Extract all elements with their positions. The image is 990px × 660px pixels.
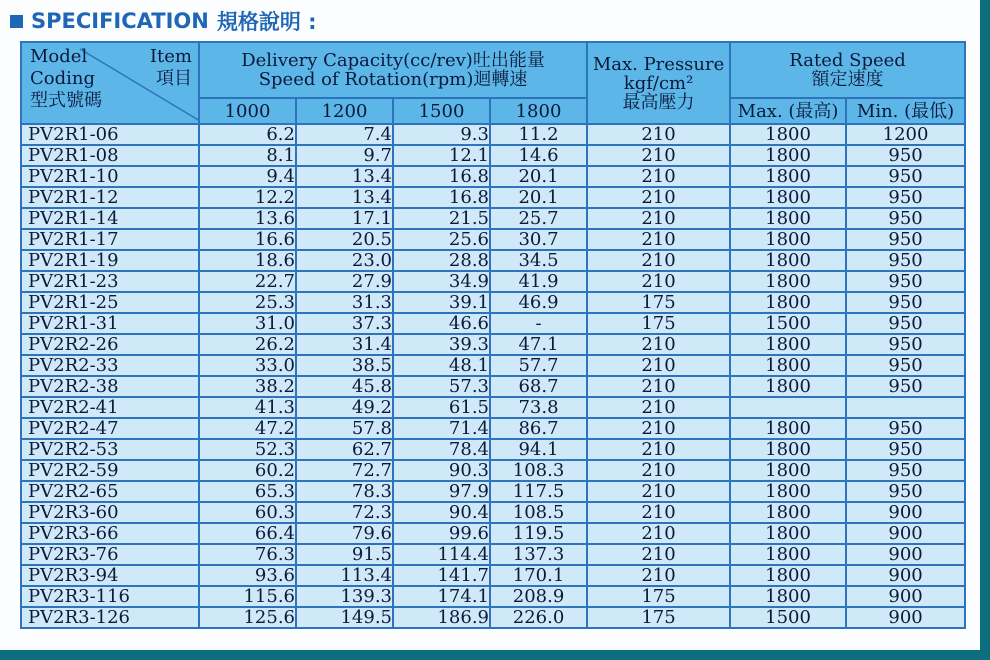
capacity-1500-cell: 174.1 [393,586,490,607]
rated-max-cell: 1800 [730,376,846,397]
rated-max-cell: 1800 [730,439,846,460]
rated-line1: Rated Speed [789,50,906,71]
capacity-1800-cell: 170.1 [490,565,587,586]
capacity-1800-cell: 20.1 [490,187,587,208]
max-pressure-cell: 210 [587,565,730,586]
rated-max-cell: 1800 [730,544,846,565]
table-row [21,229,965,250]
max-pressure-cell: 210 [587,271,730,292]
capacity-1500-cell: 46.6 [393,313,490,334]
capacity-1800-cell: 57.7 [490,355,587,376]
capacity-1200-cell: 45.8 [296,376,393,397]
rated-min-cell: 950 [846,250,965,271]
model-code-cell: PV2R2-26 [21,334,199,355]
pressure-line2: kgf/cm² [623,72,694,94]
capacity-1200-cell: 149.5 [296,607,393,628]
model-code-cell: PV2R1-06 [21,124,199,145]
capacity-1500-cell: 57.3 [393,376,490,397]
model-code-cell: PV2R1-19 [21,250,199,271]
capacity-1200-cell: 31.4 [296,334,393,355]
capacity-1200-cell: 78.3 [296,481,393,502]
rated-max-cell: 1800 [730,229,846,250]
model-code-cell: PV2R1-23 [21,271,199,292]
capacity-1200-cell: 113.4 [296,565,393,586]
heading-zh: 規格說明 : [216,10,317,34]
capacity-1000-cell: 8.1 [199,145,296,166]
rated-min-cell: 900 [846,502,965,523]
capacity-1500-cell: 97.9 [393,481,490,502]
rated-min-cell: 900 [846,523,965,544]
capacity-1500-cell: 25.6 [393,229,490,250]
table-row [21,124,965,145]
capacity-1800-cell: 14.6 [490,145,587,166]
max-pressure-cell: 210 [587,208,730,229]
model-code-cell: PV2R1-14 [21,208,199,229]
capacity-1000-cell: 60.3 [199,502,296,523]
table-row [21,355,965,376]
table-row [21,208,965,229]
rated-max-cell: 1800 [730,355,846,376]
rated-max-cell: 1800 [730,124,846,145]
rated-max-cell: 1800 [730,460,846,481]
max-pressure-cell: 210 [587,166,730,187]
rated-max-cell: 1800 [730,145,846,166]
rated-min-cell: 950 [846,439,965,460]
capacity-1500-cell: 90.3 [393,460,490,481]
rated-min-header: Min. (最低) [846,98,965,124]
capacity-1200-cell: 79.6 [296,523,393,544]
speed-1200-header: 1200 [296,98,393,124]
model-code-cell: PV2R3-76 [21,544,199,565]
capacity-1200-cell: 72.3 [296,502,393,523]
rated-max-cell: 1800 [730,523,846,544]
capacity-1500-cell: 34.9 [393,271,490,292]
capacity-1000-cell: 13.6 [199,208,296,229]
rated-max-cell: 1800 [730,166,846,187]
capacity-1200-cell: 62.7 [296,439,393,460]
rated-min-cell: 950 [846,481,965,502]
capacity-1000-cell: 115.6 [199,586,296,607]
model-code-cell: PV2R3-94 [21,565,199,586]
table-row [21,187,965,208]
model-code-cell: PV2R3-60 [21,502,199,523]
capacity-1000-cell: 76.3 [199,544,296,565]
max-pressure-cell: 210 [587,439,730,460]
max-pressure-cell: 210 [587,460,730,481]
capacity-1200-cell: 139.3 [296,586,393,607]
model-code-cell: PV2R1-08 [21,145,199,166]
capacity-1200-cell: 23.0 [296,250,393,271]
delivery-capacity-header [199,42,587,98]
max-pressure-cell: 210 [587,124,730,145]
capacity-1800-cell: 68.7 [490,376,587,397]
rated-min-cell: 950 [846,187,965,208]
table-row [21,460,965,481]
speed-1800-header: 1800 [490,98,587,124]
rated-speed-header [730,42,965,98]
max-pressure-cell: 210 [587,187,730,208]
capacity-1000-cell: 125.6 [199,607,296,628]
capacity-1200-cell: 91.5 [296,544,393,565]
table-row [21,418,965,439]
item-en: Item [149,46,192,67]
specification-table [20,41,966,629]
max-pressure-cell: 175 [587,313,730,334]
capacity-1800-cell: 73.8 [490,397,587,418]
capacity-1500-cell: 114.4 [393,544,490,565]
capacity-1000-cell: 66.4 [199,523,296,544]
rated-min-cell: 950 [846,145,965,166]
capacity-1500-cell: 39.3 [393,334,490,355]
model-item-corner-cell [21,42,199,124]
rated-max-cell: 1800 [730,208,846,229]
table-row [21,376,965,397]
max-pressure-cell: 210 [587,355,730,376]
capacity-1200-cell: 7.4 [296,124,393,145]
capacity-1800-cell: 41.9 [490,271,587,292]
max-pressure-cell: 210 [587,523,730,544]
model-code-cell: PV2R1-10 [21,166,199,187]
rated-max-cell: 1800 [730,481,846,502]
capacity-1800-cell: 117.5 [490,481,587,502]
max-pressure-cell: 210 [587,481,730,502]
table-body [21,124,965,628]
max-pressure-cell: 210 [587,418,730,439]
capacity-1000-cell: 6.2 [199,124,296,145]
rated-max-cell [730,397,846,418]
delivery-line1: Delivery Capacity(cc/rev)吐出能量 [241,50,545,71]
capacity-1000-cell: 31.0 [199,313,296,334]
capacity-1500-cell: 141.7 [393,565,490,586]
rated-max-cell: 1800 [730,586,846,607]
capacity-1000-cell: 12.2 [199,187,296,208]
capacity-1000-cell: 22.7 [199,271,296,292]
capacity-1500-cell: 90.4 [393,502,490,523]
capacity-1000-cell: 26.2 [199,334,296,355]
capacity-1800-cell: 34.5 [490,250,587,271]
capacity-1200-cell: 37.3 [296,313,393,334]
capacity-1000-cell: 47.2 [199,418,296,439]
model-code-cell: PV2R1-25 [21,292,199,313]
table-row [21,397,965,418]
table-row [21,481,965,502]
capacity-1500-cell: 48.1 [393,355,490,376]
rated-max-cell: 1800 [730,250,846,271]
capacity-1800-cell: 226.0 [490,607,587,628]
capacity-1000-cell: 16.6 [199,229,296,250]
max-pressure-cell: 175 [587,292,730,313]
rated-min-cell: 900 [846,607,965,628]
rated-min-cell: 950 [846,208,965,229]
capacity-1500-cell: 12.1 [393,145,490,166]
capacity-1200-cell: 72.7 [296,460,393,481]
capacity-1500-cell: 78.4 [393,439,490,460]
table-row [21,607,965,628]
capacity-1000-cell: 25.3 [199,292,296,313]
model-code-cell: PV2R1-31 [21,313,199,334]
capacity-1800-cell: 30.7 [490,229,587,250]
capacity-1800-cell: 25.7 [490,208,587,229]
max-pressure-cell: 175 [587,586,730,607]
max-pressure-cell: 210 [587,145,730,166]
model-code-cell: PV2R1-17 [21,229,199,250]
model-code-cell: PV2R2-38 [21,376,199,397]
capacity-1800-cell: 208.9 [490,586,587,607]
model-code-cell: PV2R2-53 [21,439,199,460]
rated-min-cell: 900 [846,565,965,586]
capacity-1200-cell: 38.5 [296,355,393,376]
rated-min-cell: 900 [846,586,965,607]
capacity-1800-cell: 11.2 [490,124,587,145]
rated-max-header: Max. (最高) [730,98,846,124]
table-row [21,565,965,586]
table-row [21,166,965,187]
max-pressure-cell: 210 [587,397,730,418]
capacity-1500-cell: 16.8 [393,166,490,187]
model-coding-label [30,46,102,112]
capacity-1800-cell: 119.5 [490,523,587,544]
capacity-1800-cell: 20.1 [490,166,587,187]
table-row [21,271,965,292]
rated-min-cell [846,397,965,418]
capacity-1000-cell: 65.3 [199,481,296,502]
max-pressure-cell: 210 [587,502,730,523]
speed-1000-header: 1000 [199,98,296,124]
capacity-1800-cell: 47.1 [490,334,587,355]
pressure-zh: 最高壓力 [622,91,695,113]
capacity-1500-cell: 21.5 [393,208,490,229]
capacity-1500-cell: 9.3 [393,124,490,145]
model-code-cell: PV2R3-126 [21,607,199,628]
model-zh: 型式號碼 [30,90,102,111]
rated-max-cell: 1800 [730,187,846,208]
max-pressure-cell: 175 [587,607,730,628]
square-bullet-icon [10,15,23,28]
capacity-1800-cell: 108.5 [490,502,587,523]
rated-max-cell: 1800 [730,502,846,523]
max-pressure-header [587,42,730,124]
capacity-1000-cell: 93.6 [199,565,296,586]
model-code-cell: PV2R3-66 [21,523,199,544]
max-pressure-cell: 210 [587,250,730,271]
capacity-1200-cell: 17.1 [296,208,393,229]
capacity-1200-cell: 9.7 [296,145,393,166]
table-row [21,145,965,166]
delivery-line2: Speed of Rotation(rpm)迴轉速 [258,69,528,90]
capacity-1500-cell: 28.8 [393,250,490,271]
capacity-1500-cell: 71.4 [393,418,490,439]
rated-max-cell: 1800 [730,334,846,355]
capacity-1200-cell: 57.8 [296,418,393,439]
capacity-1500-cell: 16.8 [393,187,490,208]
table-row [21,334,965,355]
table-row [21,250,965,271]
capacity-1000-cell: 9.4 [199,166,296,187]
rated-min-cell: 950 [846,292,965,313]
rated-max-cell: 1500 [730,607,846,628]
capacity-1200-cell: 13.4 [296,187,393,208]
rated-min-cell: 950 [846,313,965,334]
rated-max-cell: 1800 [730,565,846,586]
capacity-1800-cell: 137.3 [490,544,587,565]
model-code-cell: PV2R1-12 [21,187,199,208]
model-code-cell: PV2R2-65 [21,481,199,502]
model-code-cell: PV2R3-116 [21,586,199,607]
table-row [21,292,965,313]
capacity-1000-cell: 38.2 [199,376,296,397]
heading-en: SPECIFICATION [31,9,209,33]
table-row [21,313,965,334]
max-pressure-cell: 210 [587,376,730,397]
rated-min-cell: 950 [846,166,965,187]
rated-min-cell: 950 [846,271,965,292]
capacity-1500-cell: 99.6 [393,523,490,544]
model-code-cell: PV2R2-47 [21,418,199,439]
table-row [21,502,965,523]
capacity-1800-cell: 108.3 [490,460,587,481]
capacity-1800-cell: 86.7 [490,418,587,439]
capacity-1800-cell: - [490,313,587,334]
rated-min-cell: 950 [846,376,965,397]
rated-min-cell: 1200 [846,124,965,145]
speed-1500-header: 1500 [393,98,490,124]
capacity-1200-cell: 13.4 [296,166,393,187]
capacity-1500-cell: 61.5 [393,397,490,418]
rated-max-cell: 1800 [730,271,846,292]
capacity-1000-cell: 52.3 [199,439,296,460]
rated-max-cell: 1500 [730,313,846,334]
capacity-1000-cell: 18.6 [199,250,296,271]
capacity-1000-cell: 41.3 [199,397,296,418]
rated-min-cell: 900 [846,544,965,565]
capacity-1200-cell: 27.9 [296,271,393,292]
max-pressure-cell: 210 [587,334,730,355]
rated-min-cell: 950 [846,334,965,355]
coding-en: Coding [30,68,96,89]
capacity-1800-cell: 94.1 [490,439,587,460]
model-code-cell: PV2R2-59 [21,460,199,481]
capacity-1200-cell: 20.5 [296,229,393,250]
table-row [21,439,965,460]
item-zh: 項目 [156,68,192,89]
capacity-1500-cell: 39.1 [393,292,490,313]
rated-min-cell: 950 [846,355,965,376]
capacity-1000-cell: 60.2 [199,460,296,481]
pressure-line1: Max. Pressure [592,53,725,75]
rated-max-cell: 1800 [730,418,846,439]
capacity-1500-cell: 186.9 [393,607,490,628]
table-row [21,544,965,565]
max-pressure-cell: 210 [587,229,730,250]
model-code-cell: PV2R2-41 [21,397,199,418]
table-row [21,586,965,607]
rated-max-cell: 1800 [730,292,846,313]
item-label [150,46,192,90]
capacity-1000-cell: 33.0 [199,355,296,376]
model-code-cell: PV2R2-33 [21,355,199,376]
rated-min-cell: 950 [846,418,965,439]
rated-min-cell: 950 [846,229,965,250]
rated-zh: 額定速度 [811,69,884,90]
capacity-1200-cell: 31.3 [296,292,393,313]
model-en: Model [30,46,88,67]
capacity-1800-cell: 46.9 [490,292,587,313]
capacity-1200-cell: 49.2 [296,397,393,418]
max-pressure-cell: 210 [587,544,730,565]
rated-min-cell: 950 [846,460,965,481]
table-row [21,523,965,544]
section-heading [10,6,317,36]
